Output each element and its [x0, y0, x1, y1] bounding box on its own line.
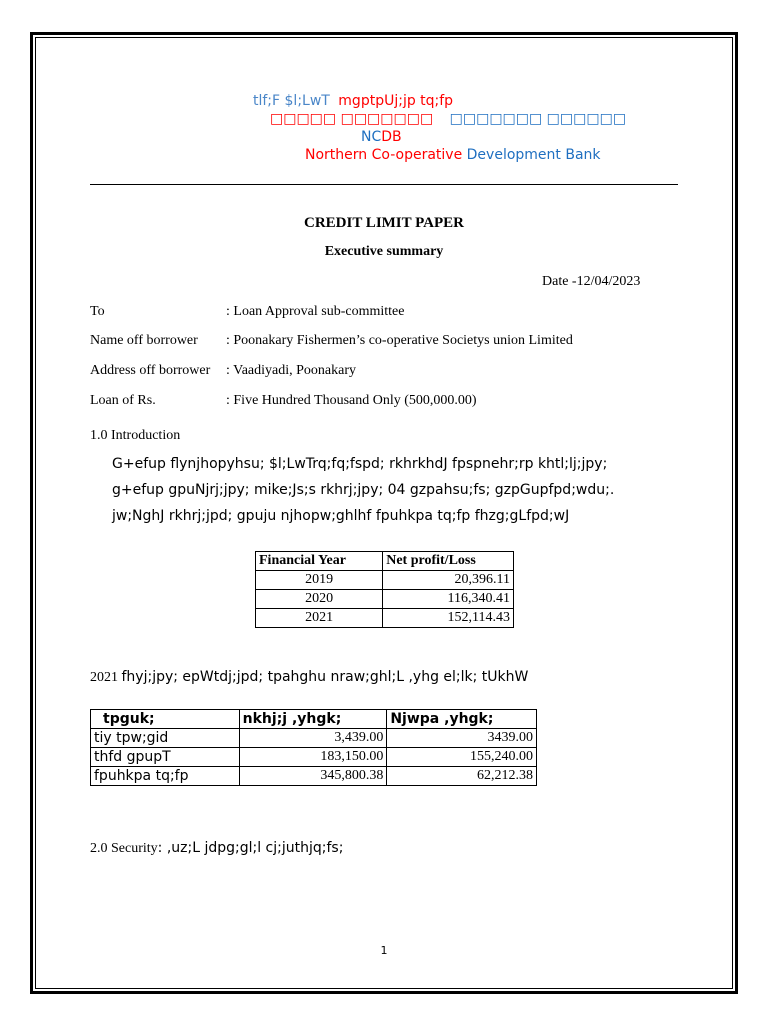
letterhead-tamil-name-part1: tlf;F $l;LwT	[253, 93, 330, 109]
field-value-to: : Loan Approval sub-committee	[226, 304, 405, 319]
column-header-activity: tpguk;	[91, 710, 240, 729]
letterhead-script-part2: □□□□□□□ □□□□□□	[449, 111, 627, 127]
page-number: 1	[380, 944, 388, 957]
column-header-net-profit: Net profit/Loss	[383, 552, 514, 571]
header-divider	[90, 184, 678, 185]
introduction-paragraph-line-2: g+efup gpuNjrj;jpy; mike;Js;s rkhrj;jpy; 04 gzpahsu;fs; gzpGupfpd;wdu;.	[112, 482, 615, 498]
letterhead-abbr-part1: NC	[361, 129, 382, 145]
table-cell-year: 2021	[256, 609, 383, 628]
field-value-loan: : Five Hundred Thousand Only (500,000.00)	[226, 393, 477, 408]
letterhead-line-2	[270, 111, 626, 127]
security-text: : ,uz;L jdpg;gl;l cj;juthjq;fs;	[157, 840, 344, 856]
column-header-net-profit: Njwpa ,yhgk;	[387, 710, 537, 729]
column-header-financial-year: Financial Year	[256, 552, 383, 571]
introduction-paragraph-line-1: G+efup flynjhopyhsu; $l;LwTrq;fq;fspd; rkhrkhdJ fpspnehr;rp khtl;lj;jpy;	[112, 456, 608, 472]
activity-profit-table	[90, 709, 537, 786]
table-cell-activity: fpuhkpa tq;fp	[91, 767, 240, 786]
letterhead-abbr-part2: DB	[381, 129, 402, 145]
field-label-borrower: Name off borrower	[90, 333, 198, 348]
summary-line	[90, 669, 528, 686]
table-header-row	[256, 552, 514, 571]
table-cell-value: 116,340.41	[383, 590, 514, 609]
summary-text: fhyj;jpy; epWtdj;jpd; tpahghu nraw;ghl;L ,yhg el;lk; tUkhW	[121, 669, 529, 685]
table-cell-activity: thfd gpupT	[91, 748, 240, 767]
table-cell-total: 3,439.00	[239, 729, 387, 748]
letterhead-tamil-name-part2: mgptpUj;jp tq;fp	[338, 93, 454, 109]
document-date: Date -12/04/2023	[542, 274, 641, 289]
table-cell-total: 345,800.38	[239, 767, 387, 786]
introduction-heading: 1.0 Introduction	[90, 428, 181, 443]
letterhead-bank-name-part1: Northern Co-operative	[305, 147, 463, 163]
table-row	[91, 729, 537, 748]
table-cell-total: 183,150.00	[239, 748, 387, 767]
letterhead-bank-name	[305, 147, 601, 163]
field-value-address: : Vaadiyadi, Poonakary	[226, 363, 356, 378]
table-header-row	[91, 710, 537, 729]
net-profit-table	[255, 551, 514, 628]
table-row	[256, 571, 514, 590]
field-value-borrower: : Poonakary Fishermen’s co-operative Societys union Limited	[226, 333, 573, 348]
security-heading: 2.0 Security	[90, 841, 158, 856]
field-label-address: Address off borrower	[90, 363, 211, 378]
document-subtitle: Executive summary	[324, 244, 444, 259]
table-cell-activity: tiy tpw;gid	[91, 729, 240, 748]
letterhead-script-part1: □□□□□ □□□□□□□	[270, 111, 434, 127]
column-header-total-profit: nkhj;j ,yhgk;	[239, 710, 387, 729]
field-label-loan: Loan of Rs.	[90, 393, 156, 408]
table-cell-value: 20,396.11	[383, 571, 514, 590]
letterhead-abbreviation	[361, 129, 402, 145]
table-cell-year: 2020	[256, 590, 383, 609]
field-label-to: To	[90, 304, 105, 319]
table-cell-net: 3439.00	[387, 729, 537, 748]
table-cell-year: 2019	[256, 571, 383, 590]
letterhead-bank-name-part2: Development Bank	[466, 147, 601, 163]
table-row	[256, 590, 514, 609]
table-cell-net: 62,212.38	[387, 767, 537, 786]
table-row	[91, 748, 537, 767]
table-row	[256, 609, 514, 628]
introduction-paragraph-line-3: jw;NghJ rkhrj;jpd; gpuju njhopw;ghlhf fpuhkpa tq;fp fhzg;gLfpd;wJ	[112, 508, 570, 524]
document-title: CREDIT LIMIT PAPER	[303, 215, 465, 231]
letterhead-line-1	[253, 93, 453, 109]
table-row	[91, 767, 537, 786]
table-cell-net: 155,240.00	[387, 748, 537, 767]
security-line	[90, 840, 343, 857]
summary-year: 2021	[90, 670, 118, 685]
table-cell-value: 152,114.43	[383, 609, 514, 628]
